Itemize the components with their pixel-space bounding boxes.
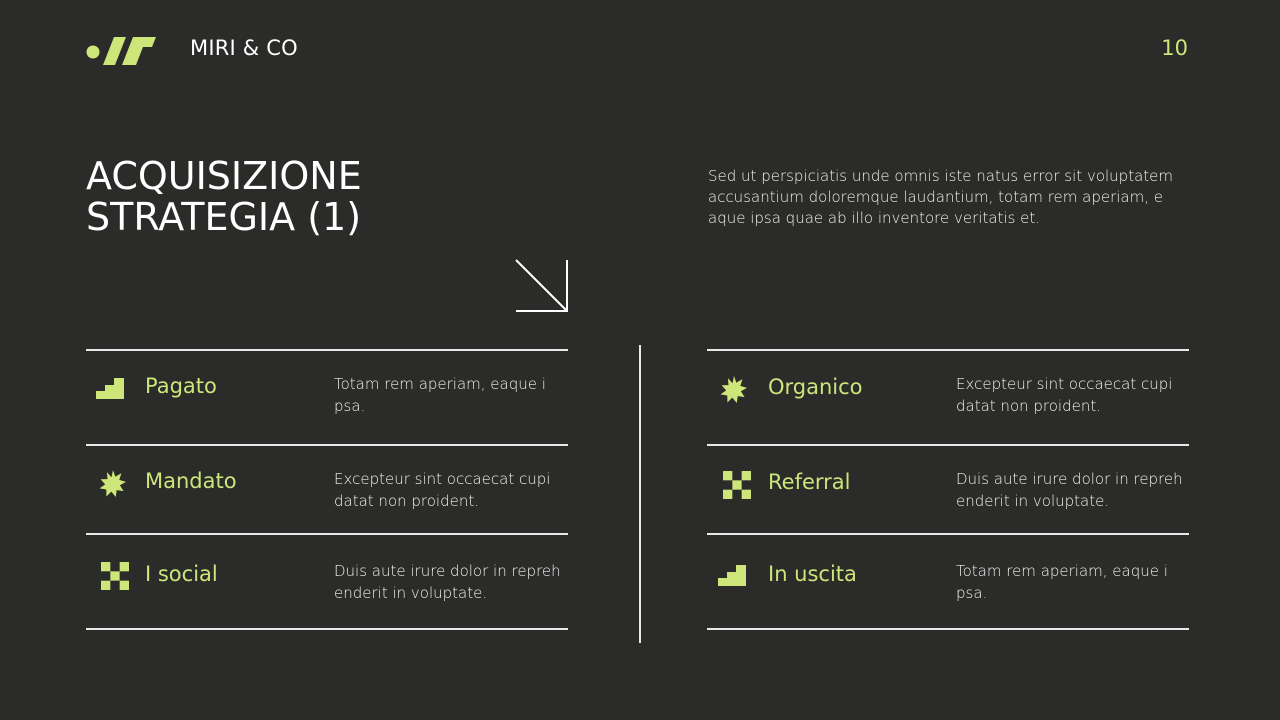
brand-logo bbox=[86, 34, 156, 66]
slide-title-line-2: STRATEGIA (1) bbox=[86, 195, 362, 239]
stairs-icon bbox=[96, 375, 124, 403]
checker-icon bbox=[723, 471, 751, 499]
divider-line bbox=[86, 444, 568, 446]
stairs-icon bbox=[718, 562, 746, 590]
strategy-description: Duis aute irure dolor in repreh enderit in voluptate. bbox=[334, 562, 561, 602]
strategy-description: Duis aute irure dolor in repreh enderit in voluptate. bbox=[956, 470, 1183, 510]
strategy-label-organic: Organico bbox=[768, 375, 863, 399]
divider-line bbox=[86, 349, 568, 351]
strategy-label-social: I social bbox=[145, 562, 218, 586]
starburst-icon bbox=[99, 469, 127, 497]
divider-line bbox=[707, 533, 1189, 535]
strategy-description: Excepteur sint occaecat cupi datat non proident. bbox=[956, 375, 1173, 415]
arrow-down-right-icon bbox=[512, 256, 572, 316]
brand-name: MIRI & CO bbox=[190, 36, 298, 60]
checker-icon bbox=[101, 562, 129, 590]
divider-line bbox=[86, 628, 568, 630]
strategy-label-referral: Referral bbox=[768, 470, 851, 494]
slide-title bbox=[86, 156, 362, 238]
strategy-label-paid: Pagato bbox=[145, 374, 217, 398]
strategy-label-outbound: In uscita bbox=[768, 562, 857, 586]
intro-paragraph: Sed ut perspiciatis unde omnis iste natus error sit voluptatem accusantium doloremque laudantium, totam rem aperiam, e aque ipsa quae ab illo inventore veritatis et. bbox=[708, 167, 1173, 227]
strategy-description: Totam rem aperiam, eaque i psa. bbox=[334, 375, 546, 415]
divider-line bbox=[86, 533, 568, 535]
divider-line bbox=[707, 628, 1189, 630]
divider-line bbox=[707, 349, 1189, 351]
starburst-icon bbox=[720, 375, 748, 403]
divider-line bbox=[707, 444, 1189, 446]
strategy-label-mandate: Mandato bbox=[145, 469, 237, 493]
strategy-description: Totam rem aperiam, eaque i psa. bbox=[956, 562, 1168, 602]
page-number: 10 bbox=[1161, 36, 1188, 60]
strategy-description: Excepteur sint occaecat cupi datat non proident. bbox=[334, 470, 551, 510]
column-divider bbox=[639, 345, 641, 643]
slide-title-line-1: ACQUISIZIONE bbox=[86, 154, 362, 198]
